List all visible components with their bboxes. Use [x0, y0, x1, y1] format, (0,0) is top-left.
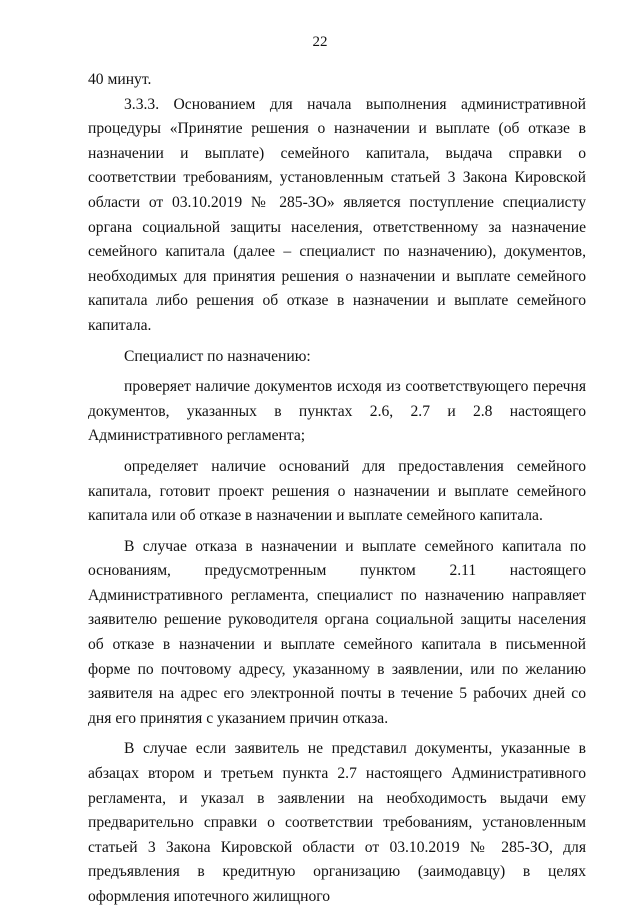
paragraph-missing-documents-case: В случае если заявитель не представил документы, указанные в абзацах втором и третьем пункта 2.7 настоящего Административного регламента, и указал в заявлении на необходимость выдачи ему предварительно справки о соответствии требованиям, установленным статьей 3 Закона Кировской области от 03.10.2019 № 285-ЗО, для предъявления в кредитную организацию (заимодавцу) в целях оформления ипотечного жилищного	[88, 740, 586, 905]
paragraph-checks-documents: проверяет наличие документов исходя из соответствующего перечня документов, указанных в пунктах 2.6, 2.7 и 2.8 настоящего Административного регламента;	[88, 378, 586, 445]
document-body	[88, 68, 586, 910]
paragraph-specialist-intro: Специалист по назначению:	[124, 347, 311, 365]
paragraph-3-3-3: 3.3.3. Основанием для начала выполнения административной процедуры «Принятие решения о назначении и выплате (об отказе в назначении и выплате) семейного капитала, выдача справки о соответствии требованиям, установленным статьей 3 Закона Кировской области от 03.10.2019 № 285-ЗО» является поступление специалисту органа социальной защиты населения, ответственному за назначение семейного капитала (далее – специалист по назначению), документов, необходимых для принятия решения о назначении и выплате семейного капитала либо решения об отказе в назначении и выплате семейного капитала.	[88, 95, 586, 334]
paragraph-continuation: 40 минут.	[88, 71, 152, 88]
paragraph-refusal-case: В случае отказа в назначении и выплате семейного капитала по основаниям, предусмотренным пунктом 2.11 настоящего Административного регламента, специалист по назначению направляет заявителю решение руководителя органа социальной защиты населения об отказе в назначении и выплате семейного капитала в письменной форме по почтовому адресу, указанному в заявлении, или по желанию заявителя на адрес его электронной почты в течение 5 рабочих дней со дня его принятия с указанием причин отказа.	[88, 537, 586, 727]
page-number: 22	[312, 34, 328, 50]
paragraph-determines-grounds: определяет наличие оснований для предоставления семейного капитала, готовит проект решения о назначении и выплате семейного капитала или об отказе в назначении и выплате семейного капитала.	[88, 457, 586, 525]
